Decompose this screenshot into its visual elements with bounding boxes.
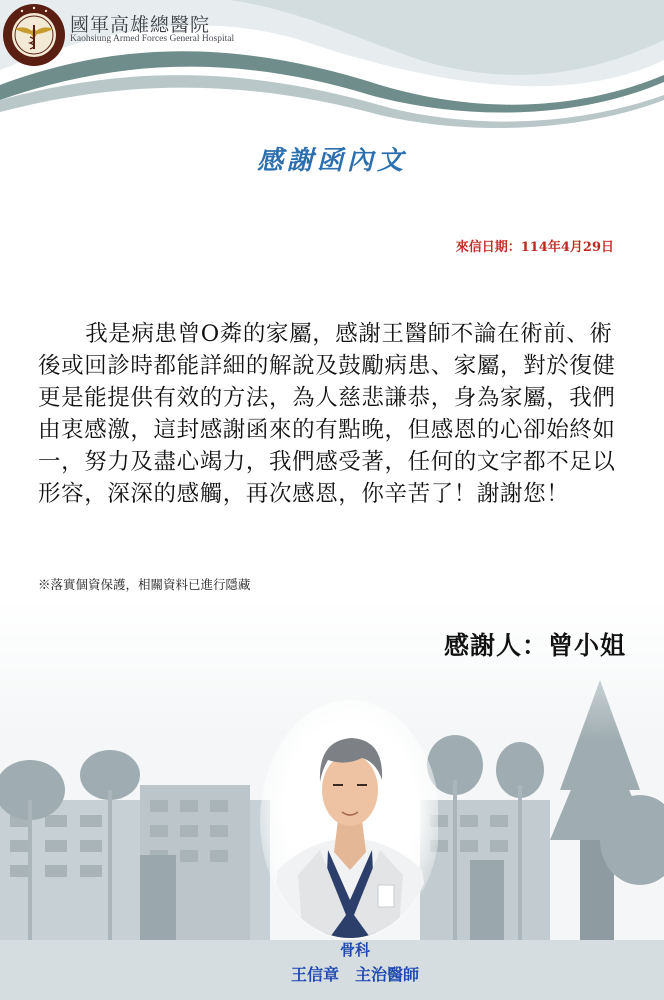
doctor-name-title: 王信章 主治醫師 (290, 965, 419, 984)
hospital-name-en: Kaohsiung Armed Forces General Hospital (70, 34, 235, 44)
letter-title: 感謝函內文 (256, 146, 407, 176)
doctor-department: 骨科 (339, 941, 370, 959)
signer-name: 感謝人：曾小姐 (443, 631, 626, 660)
doctor-portrait (258, 700, 438, 940)
letter-body: 我是病患曾O粦的家屬，感謝王醫師不論在術前、術後或回診時都能詳細的解說及鼓勵病患、家屬，對於復健更是能提供有效的方法，為人慈悲謙恭，身為家屬，我們由衷感激，這封感謝函來的有點晚，但感恩的心卻始終如一，努力及盡心竭力，我們感受著，任何的文字都不足以形容，深深的感觸，再次感恩，你辛苦了！謝謝您！ (38, 321, 616, 507)
hospital-logo (2, 3, 66, 67)
privacy-note: ※落實個資保護，相關資料已進行隱藏 (38, 577, 251, 592)
letter-date: 來信日期：114年4月29日 (455, 240, 614, 255)
hospital-name-zh: 國軍高雄總醫院 (70, 14, 211, 36)
